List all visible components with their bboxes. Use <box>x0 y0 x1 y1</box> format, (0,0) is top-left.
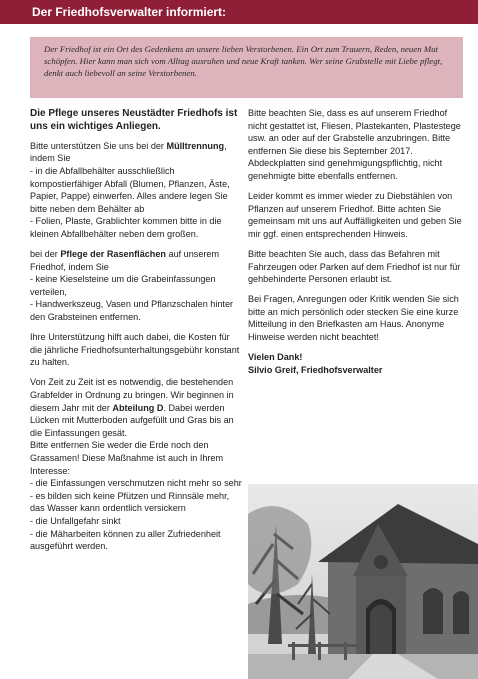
soil-item-1: - die Einfassungen verschmutzen nicht mehr so sehr <box>30 478 242 489</box>
soil-intro: Bitte entfernen Sie weder die Erde noch den Grassamen! Diese Maßnahme ist auch in Ihrem Interesse: <box>30 440 224 476</box>
waste-intro-end: , indem Sie <box>30 140 227 164</box>
lawn-intro-bold: Pflege der Rasenflächen <box>60 249 166 260</box>
graves-end: . Dabei werden Lücken mit Mutterboden aufgefüllt und Gras bis an die Einfassungen gesät. <box>30 402 234 438</box>
contact-paragraph: Bei Fragen, Anregungen oder Kritik wenden Sie sich bitte an mich persönlich oder stecken Sie eine kurze Mitteilung in den Briefkasten am Haus. Anonyme Hinweise werden nicht beachtet! <box>248 294 459 342</box>
waste-intro-bold: Mülltrennung <box>166 140 225 151</box>
support-paragraph: Ihre Unterstützung hilft auch dabei, die Kosten für die jährliche Friedhofsunterhaltungsgebühr konstant zu halten. <box>30 332 240 368</box>
graves-bold: Abteilung D <box>112 402 164 413</box>
paving-paragraph: Bitte beachten Sie, dass es auf unserem Friedhof nicht gestattet ist, Fliesen, Plastekanten, Plastestege usw. an oder auf der Grabstelle anzubringen. Bitte entfernen Sie diese bis September 2017. Abdeckplatten sind genehmigungspflichtig, nicht genehmigte bitte ebenfalls entfernen. <box>248 108 461 181</box>
thanks-line <box>248 351 463 364</box>
lawn-intro <box>30 248 242 273</box>
graves-paragraph <box>30 376 242 439</box>
right-column <box>248 107 463 376</box>
waste-intro-text: Bitte unterstützen Sie uns bei der <box>30 140 167 151</box>
theft-paragraph: Leider kommt es immer wieder zu Diebstählen von Pflanzen auf unserem Friedhof. Bitte achten Sie gemeinsam mit uns auf Auffälligkeiten und geben Sie mir ggf. einen entsprechenden Hinweis. <box>248 191 462 239</box>
intro-box <box>30 37 463 98</box>
lawn-item-1: - keine Kieselsteine um die Grabeinfassungen verteilen, <box>30 274 216 297</box>
driving-paragraph: Bitte beachten Sie auch, dass das Befahren mit Fahrzeugen oder Parken auf dem Friedhof ist nur für gehbehinderte Personen erlaubt ist. <box>248 248 461 285</box>
header-bar <box>0 0 478 24</box>
lead-heading: Die Pflege unseres Neustädter Friedhofs ist uns ein wichtiges Anliegen. <box>30 108 238 133</box>
intro-text: Der Friedhof ist ein Ort des Gedenkens an unsere lieben Verstorbenen. Ein Ort zum Trauern, Reden, neuen Mut schöpfen. Hier kann man sich vom Alltag ausruhen und neue Kraft tanken. Wer seine Grabstelle mit Liebe pflegt, denkt auch liebevoll an seine Verstorbenen. <box>44 44 443 78</box>
signature-line <box>248 364 463 377</box>
waste-intro <box>30 140 242 165</box>
soil-item-2: - es bilden sich keine Pfützen und Rinnsäle mehr, das Wasser kann ordentlich versickern <box>30 490 230 514</box>
left-column <box>30 107 242 553</box>
page-title: Der Friedhofsverwalter informiert: <box>32 5 227 19</box>
graves-text: Von Zeit zu Zeit ist es notwendig, die bestehenden Grabfelder in Ordnung zu bringen. Wir beginnen in diesem Jahr mit der <box>30 377 234 413</box>
soil-item-3: - die Unfallgefahr sinkt <box>30 515 121 526</box>
lawn-intro-end: auf unserem Friedhof, indem Sie <box>30 249 220 272</box>
soil-item-4: - die Mäharbeiten können zu aller Zufriedenheit ausgeführt werden. <box>30 528 221 552</box>
chapel-photo-drawing <box>248 484 478 679</box>
lawn-intro-text: bei der <box>30 249 61 260</box>
signature-text: Silvio Greif, Friedhofsverwalter <box>248 364 383 375</box>
waste-item-2: - Folien, Plaste, Grablichter kommen bitte in die kleinen Abfallbehälter neben dem großen. <box>30 216 222 239</box>
thanks-text: Vielen Dank! <box>248 352 303 363</box>
lawn-item-2: - Handwerkszeug, Vasen und Pflanzschalen hinter den Grabsteinen entfernen. <box>30 299 234 323</box>
chapel-photo <box>248 484 478 679</box>
waste-item-1: - in die Abfallbehälter ausschließlich kompostierfähiger Abfall (Blumen, Pflanzen, Äste, Papier, Pappe) einwerfen. Alles andere legen Sie bitte neben dem Behälter ab <box>30 166 230 214</box>
